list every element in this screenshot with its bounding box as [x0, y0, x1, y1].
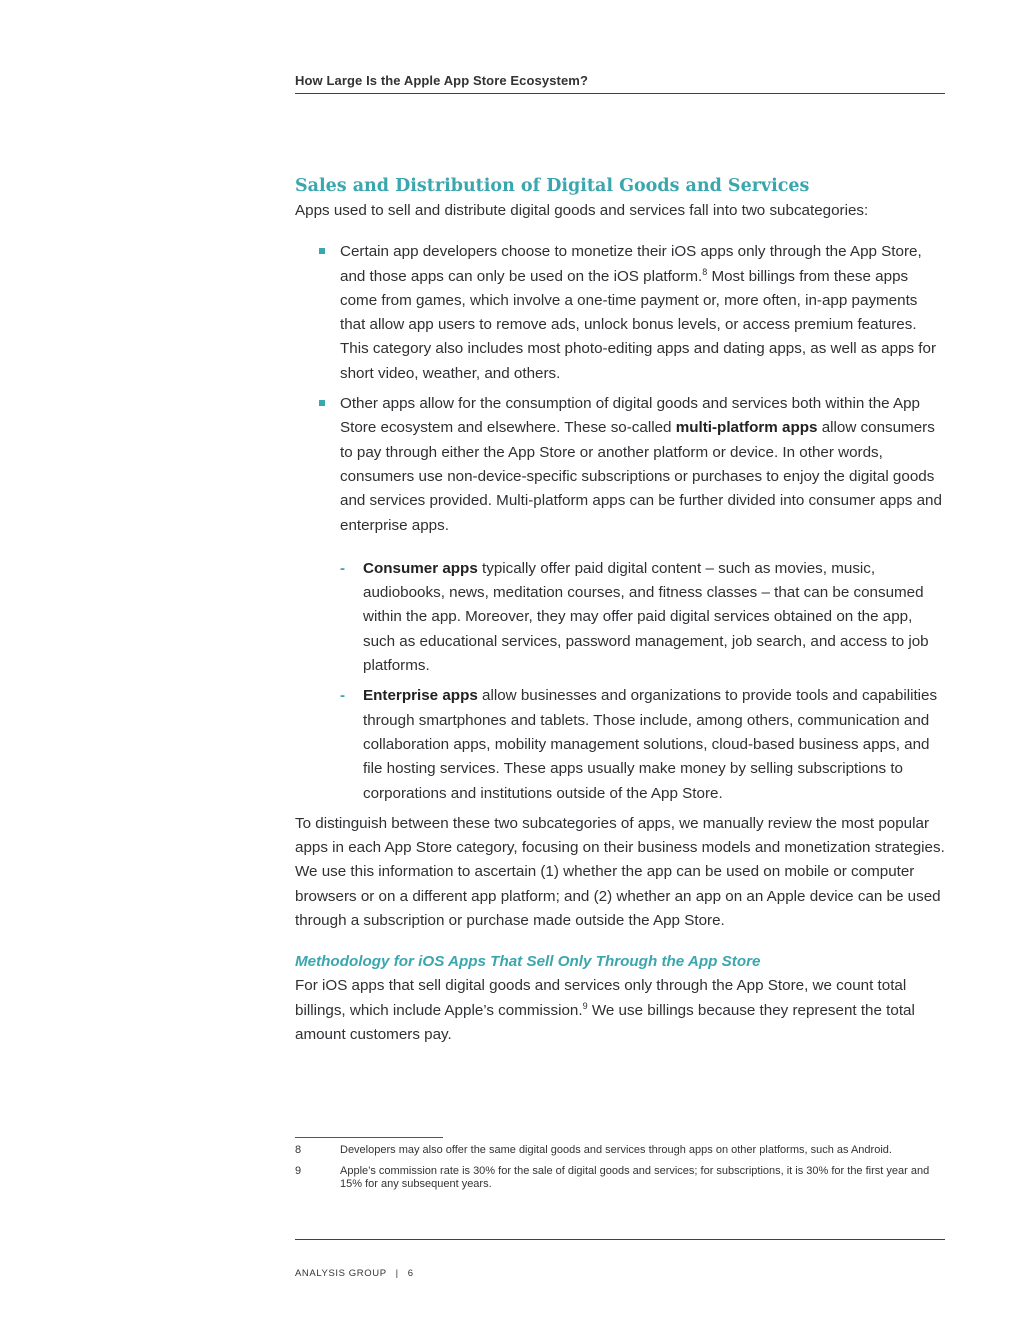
multi-platform-sublist — [340, 557, 945, 806]
term-consumer-apps: Consumer apps — [363, 559, 478, 577]
section-title: Sales and Distribution of Digital Goods and Services — [295, 176, 810, 196]
list-item: Certain app developers choose to monetize their iOS apps only through the App Store, and those apps can only be used on the iOS platform.$^8$ Most billings from these apps come from games, which involve a one-time payment or, more often, in-app payments that allow app users to remove ads, unlock bonus levels, or access premium features. This category also includes most photo-editing apps and dating apps, as well as apps for short video, weather, and others. — [295, 240, 945, 386]
page-content — [295, 174, 945, 1047]
footer-divider — [295, 1239, 945, 1240]
list-item: Other apps allow for the consumption of digital goods and services both within the App Store ecosystem and elsewhere. These so-called multi-platform apps allow consumers to pay through either the App Store or another platform or device. In other words, consumers use non-device-specific subscriptions or purchases to enjoy the digital goods and services provided. Multi-platform apps can be further divided into consumer apps and enterprise apps. - Consumer apps typically offer paid digital content – such as movies, music, audiobooks, news, meditation courses, and fitness classes – that can be consumed within the app. Moreover, they may offer paid digital services obtained on the app, such as educational services, password management, job search, and access to job platforms. - Enterprise apps allow businesses and organizations to provide tools and capabilities through smartphones and tablets. Those include, among others, communication and collaboration apps, mobility management solutions, cloud-based business apps, and file hosting services. These apps usually make money by selling subscriptions to corporations and institutions outside of the App Store. — [295, 392, 945, 806]
footnotes — [295, 1144, 945, 1199]
footnote-number: 8 — [295, 1144, 302, 1156]
intro-paragraph: Apps used to sell and distribute digital goods and services fall into two subcategories: — [295, 202, 869, 219]
footnote-ref[interactable]: 9 — [582, 1000, 588, 1011]
dash-bullet-icon: - — [340, 687, 346, 705]
dash-bullet-icon: - — [340, 559, 346, 577]
square-bullet-icon — [319, 400, 325, 406]
footnote — [295, 1165, 945, 1191]
footnote-divider — [295, 1137, 443, 1138]
methodology-paragraph: For iOS apps that sell digital goods and services only through the App Store, we count total billings, which include Apple’s commission.$^9$ We use billings because they represent the total amount customers pay. — [295, 977, 915, 1043]
list-item: - Enterprise apps allow businesses and organizations to provide tools and capabilities through smartphones and tablets. Those include, among others, communication and collaboration apps, mobility management solutions, cloud-based business apps, and file hosting services. These apps usually make money by selling subscriptions to corporations and institutions outside of the App Store. — [340, 684, 945, 805]
subcategory-list — [295, 240, 945, 806]
methodology-heading: Methodology for iOS Apps That Sell Only Through the App Store — [295, 953, 761, 971]
term-enterprise-apps: Enterprise apps — [363, 687, 478, 705]
footer-org: ANALYSIS GROUP — [295, 1268, 387, 1279]
footnote-ref[interactable]: 8 — [702, 266, 708, 277]
distinguish-paragraph: To distinguish between these two subcategories of apps, we manually review the most popular apps in each App Store category, focusing on their business models and monetization strategies. We use this information to ascertain (1) whether the app can be used on mobile or computer browsers or on a different app platform; and (2) whether an app on an Apple device can be used through a subscription or purchase made outside the App Store. — [295, 814, 945, 930]
footnote-text: Developers may also offer the same digital goods and services through apps on other platforms, such as Android. — [340, 1144, 892, 1156]
list-item: - Consumer apps typically offer paid digital content – such as movies, music, audiobooks, news, meditation courses, and fitness classes – that can be consumed within the app. Moreover, they may offer paid digital services obtained on the app, such as educational services, password management, job search, and access to job platforms. — [340, 557, 945, 678]
page-number: 6 — [407, 1268, 414, 1279]
page-footer — [295, 1268, 414, 1279]
term-multi-platform-apps: multi-platform apps — [675, 419, 818, 437]
square-bullet-icon — [319, 248, 325, 254]
footnote-text: Apple’s commission rate is 30% for the sale of digital goods and services; for subscriptions, it is 30% for the first year and 15% for any subsequent years. — [340, 1165, 930, 1190]
footer-separator: | — [395, 1268, 399, 1279]
footnote — [295, 1144, 945, 1157]
running-header: How Large Is the Apple App Store Ecosystem? — [295, 73, 945, 94]
footnote-number: 9 — [295, 1165, 302, 1177]
